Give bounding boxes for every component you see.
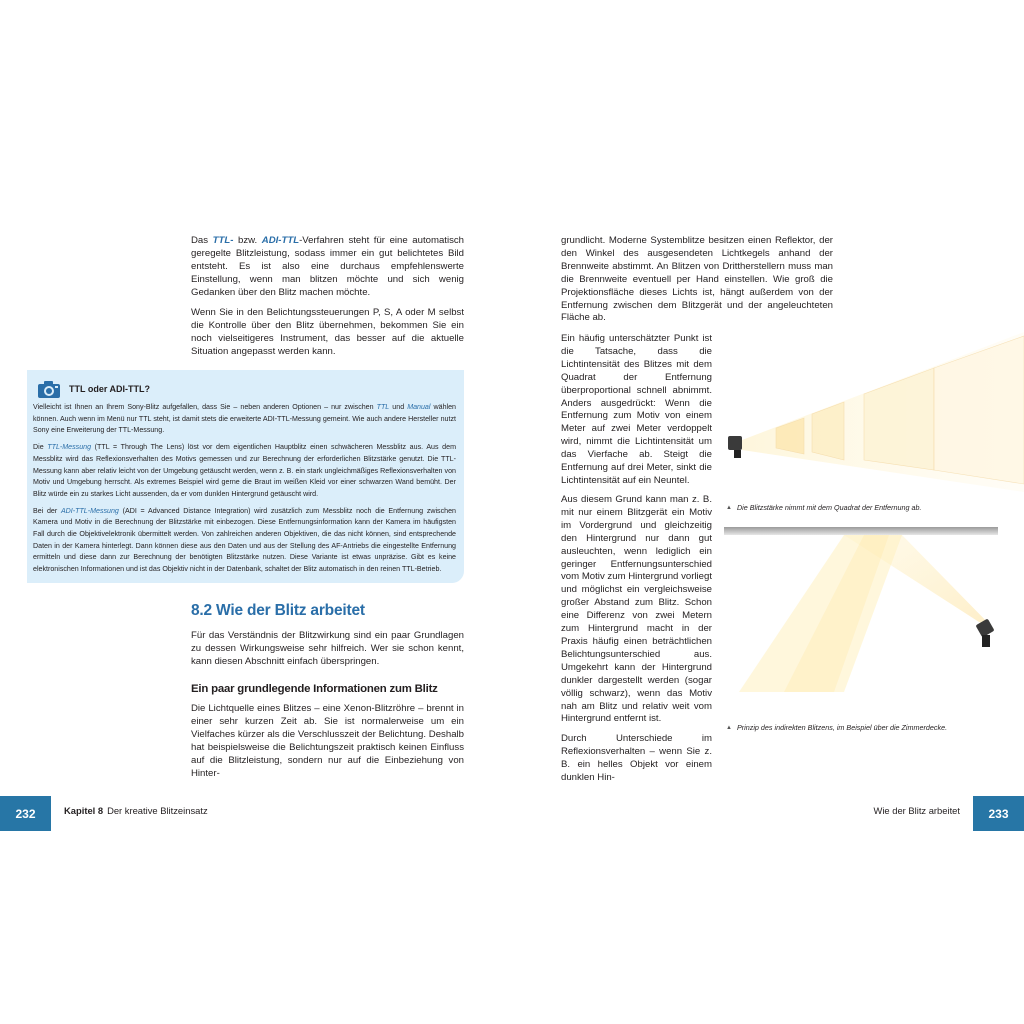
flash-basics-paragraph: Die Lichtquelle eines Blitzes – eine Xenon-Blitzröhre – brennt in einer sehr kurzen Zeit ab. Sie ist normalerweise um ein Vielfaches kürzer als die Verschlusszeit der Belichtung. Deshalb hat beispielsweise die Belichtungszeit praktisch keinen Einfluss auf die Blitzleistung, sondern nur auf die Einbeziehung von Hinter-	[191, 703, 464, 779]
caption-triangle-icon: ▲	[726, 724, 732, 731]
control-paragraph: Wenn Sie in den Belichtungssteuerungen P, S, A oder M selbst die Kontrolle über den Blitz übernehmen, bekommen Sie ein noch vielseitigeres Instrument, das besser auf die aktuelle Situation angepasst werden kann.	[191, 307, 464, 357]
chapter-label: Kapitel 8	[64, 805, 104, 816]
left-page-number: 232	[0, 796, 51, 831]
camera-icon	[37, 379, 61, 399]
bounce-flash-figure	[724, 527, 1024, 692]
right-page-number: 233	[973, 796, 1024, 831]
info-box-paragraph: Bei der ADI-TTL-Messung (ADI = Advanced Distance Integration) wird zusätzlich zum Messblitz noch die Entfernung zwischen Kamera und Motiv in die Berechnung der Blitzstärke mit einbezogen. Diese Entfernungsinformation kann der Kamera im häufigsten Fall durch die Objektivelektronik übermittelt werden. Von zahlreichen anderen Objektiven, die das nicht können, sind entsprechende Daten in der Kamera hinterlegt. Dann können diese aus den Daten und aus der Stellung des AF-Antriebs die eingestellte Entfernung ermitteln und diese dann zur Berechnung der benötigten Blitzstärke nutzen. Diese Variante ist etwas unpräzise. Gibt es keine elektronischen Informationen und ist das Objektiv nicht in der Datenbank, schaltet der Blitz automatisch in den reinen TTL-Betrieb.	[33, 506, 456, 574]
caption-triangle-icon: ▲	[726, 504, 732, 511]
info-box-header	[33, 376, 456, 402]
figure-caption: ▲ Prinzip des indirekten Blitzens, im Beispiel über die Zimmerdecke.	[726, 723, 948, 732]
keyword-adi-ttl: ADI-TTL	[261, 235, 300, 246]
reflection-paragraph: Durch Unterschiede im Reflexionsverhalten – wenn Sie z. B. ein helles Objekt vor einem dunklen Hin-	[561, 733, 712, 783]
info-box-paragraph: Die TTL-Messung (TTL = Through The Lens) löst vor dem eigentlichen Hauptblitz einen schwächeren Messblitz aus. Aus dem Messblitz wird das Reflexionsverhalten des Motivs gemessen und zur Berechnung der erforderlichen Blitzstärke genutzt. Die TTL-Messung kann aber relativ leicht von der Umgebung getäuscht werden, wenn z. B. ein stark ungleichmäßiges Reflexionsverhalten von Motiv und Umgebung herrscht. Als extremes Beispiel wird gerne die Braut im weißen Kleid vor einer schwarzen Wand bemüht. Der Blitz würde ein zu starkes Licht aussenden, da er vom dunklen Hintergrund getäuscht wird.	[33, 443, 456, 498]
section-intro-paragraph: Für das Verständnis der Blitzwirkung sind ein paar Grundlagen zu dessen Wirkungsweise sehr hilfreich. Wer sie schon kennt, kann diesen Abschnitt einfach überspringen.	[191, 630, 464, 667]
info-box-title: TTL oder ADI-TTL?	[69, 384, 150, 394]
reflector-paragraph: grundlicht. Moderne Systemblitze besitzen einen Reflektor, der den Winkel des ausgesendeten Lichtkegels anhand der Brennweite abstimmt. An Blitzen von Drittherstellern muss man die Brennweite eventuell per Hand einstellen. Wie groß die Projektionsfläche dieses Lichts ist, hängt außerdem von der Entfernung zwischen dem Blitzgerät und der angeleuchteten Fläche ab.	[561, 235, 833, 324]
keyword-ttl: TTL-	[212, 235, 234, 246]
inverse-square-figure	[724, 332, 1024, 497]
section-running-head: Wie der Blitz arbeitet	[873, 805, 960, 816]
intro-paragraph: Das TTL- bzw. ADI-TTL-Verfahren steht für eine automatisch geregelte Blitzleistung, sodass immer ein gut belichtetes Bild entsteht. Es ist also eine durchaus empfehlenswerte Einstellung, wenn man blitzen möchte und sich wenig Gedanken über den Blitz machen möchte.	[191, 235, 465, 298]
page-footer	[0, 796, 1024, 831]
subsection-heading: Ein paar grundlegende Informationen zum Blitz	[191, 683, 438, 695]
chapter-running-head	[64, 805, 208, 816]
distance-paragraph: Aus diesem Grund kann man z. B. mit nur einem Blitzgerät ein Motiv im Vordergrund und gleichzeitig den Hintergrund nur dann gut ausleuchten, wenn lediglich ein geringer Entfernungsunterschied vom Motiv zum Hintergrund vorliegt und möglichst ein vergleichsweise großer Abstand zum Blitz. Schon eine Differenz von zwei Metern zum Hintergrund macht in der Praxis häufig einen beträchtlichen Belichtungsunterschied aus. Umgekehrt kann der Hintergrund dunkler dargestellt werden (sogar völlig schwarz), wenn das Motiv nah am Blitz und relativ weit vom Hintergrund entfernt ist.	[561, 494, 712, 725]
section-heading: 8.2 Wie der Blitz arbeitet	[191, 602, 365, 619]
inverse-square-paragraph: Ein häufig unterschätzter Punkt ist die Tatsache, dass die Lichtintensität des Blitzes mit dem Quadrat der Entfernung überproportional schnell abnimmt. Anders ausgedrückt: Wenn die Entfernung zum Motiv von einem Meter auf zwei Meter verdoppelt wird, nimmt die Lichtintensität um das Vierfache ab. Steigt die Entfernung auf drei Meter, sinkt die Lichtintensität auf ein Neuntel.	[561, 333, 712, 486]
flash-unit-icon	[728, 436, 742, 458]
figure-caption: ▲ Die Blitzstärke nimmt mit dem Quadrat der Entfernung ab.	[726, 503, 922, 512]
chapter-title: Der kreative Blitzeinsatz	[107, 805, 208, 816]
info-box	[27, 370, 464, 583]
info-box-paragraph: Vielleicht ist Ihnen an Ihrem Sony-Blitz aufgefallen, dass Sie – neben anderen Optionen – nur zwischen TTL und Manual wählen können. Auch wenn im Menü nur TTL steht, ist damit stets die erweiterte ADI-TTL-Messung gemeint. Wie auch andere Hersteller nutzt Sony eine Erweiterung der TTL-Messung.	[33, 403, 456, 435]
